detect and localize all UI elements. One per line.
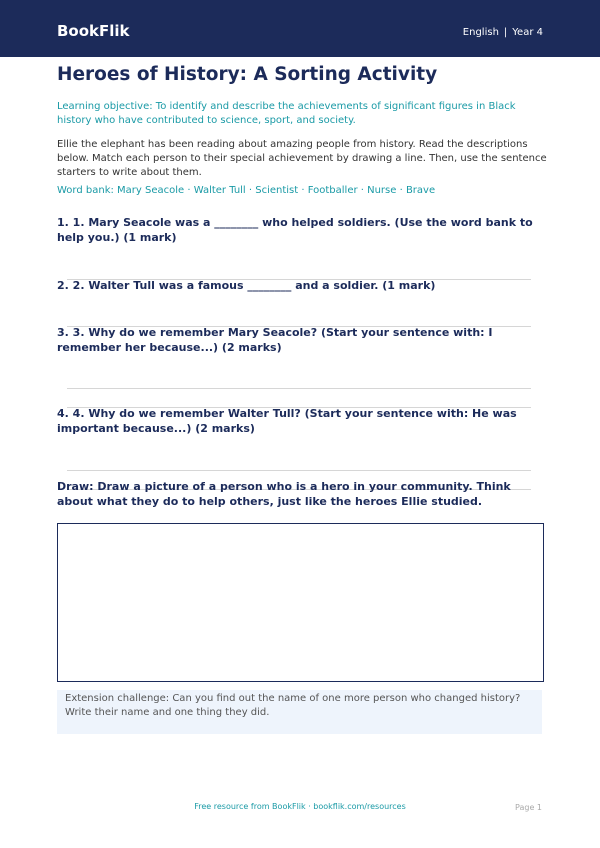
- subject-label: English: [462, 27, 499, 38]
- brand-logo: BookFlik: [57, 22, 130, 40]
- answer-line[interactable]: [67, 388, 531, 389]
- year-label: Year 4: [512, 27, 543, 38]
- answer-line[interactable]: [67, 470, 531, 471]
- intro-text: Ellie the elephant has been reading about amazing people from history. Read the descriptions below. Match each person to their special achievement by drawing a line. Then, use the sentence starters to write about them.: [57, 139, 547, 178]
- header-meta: [463, 27, 543, 38]
- question-2: 2. 2. Walter Tull was a famous ________ and a soldier. (1 mark): [57, 279, 436, 292]
- learning-objective: Learning objective: To identify and describe the achievements of significant figures in Black history who have contributed to science, sport, and society.: [57, 101, 516, 126]
- header-separator: |: [503, 27, 508, 38]
- draw-prompt: Draw: Draw a picture of a person who is a hero in your community. Think about what they do to help others, just like the heroes Ellie studied.: [57, 480, 511, 508]
- question-3: 3. 3. Why do we remember Mary Seacole? (Start your sentence with: I remember her because...) (2 marks): [57, 326, 493, 354]
- question-4: 4. 4. Why do we remember Walter Tull? (Start your sentence with: He was important because...) (2 marks): [57, 407, 517, 435]
- footer-text: Free resource from BookFlik · bookflik.com/resources: [194, 802, 406, 811]
- page-title: Heroes of History: A Sorting Activity: [57, 64, 438, 85]
- question-1: 1. 1. Mary Seacole was a ________ who helped soldiers. (Use the word bank to help you.) (1 mark): [57, 216, 533, 244]
- page-number: Page 1: [515, 803, 542, 812]
- header-bar: [0, 0, 600, 57]
- word-bank: Word bank: Mary Seacole · Walter Tull · Scientist · Footballer · Nurse · Brave: [57, 185, 436, 196]
- drawing-box[interactable]: [57, 523, 544, 682]
- extension-box: Extension challenge: Can you find out the name of one more person who changed history? Write their name and one thing they did.: [57, 690, 542, 734]
